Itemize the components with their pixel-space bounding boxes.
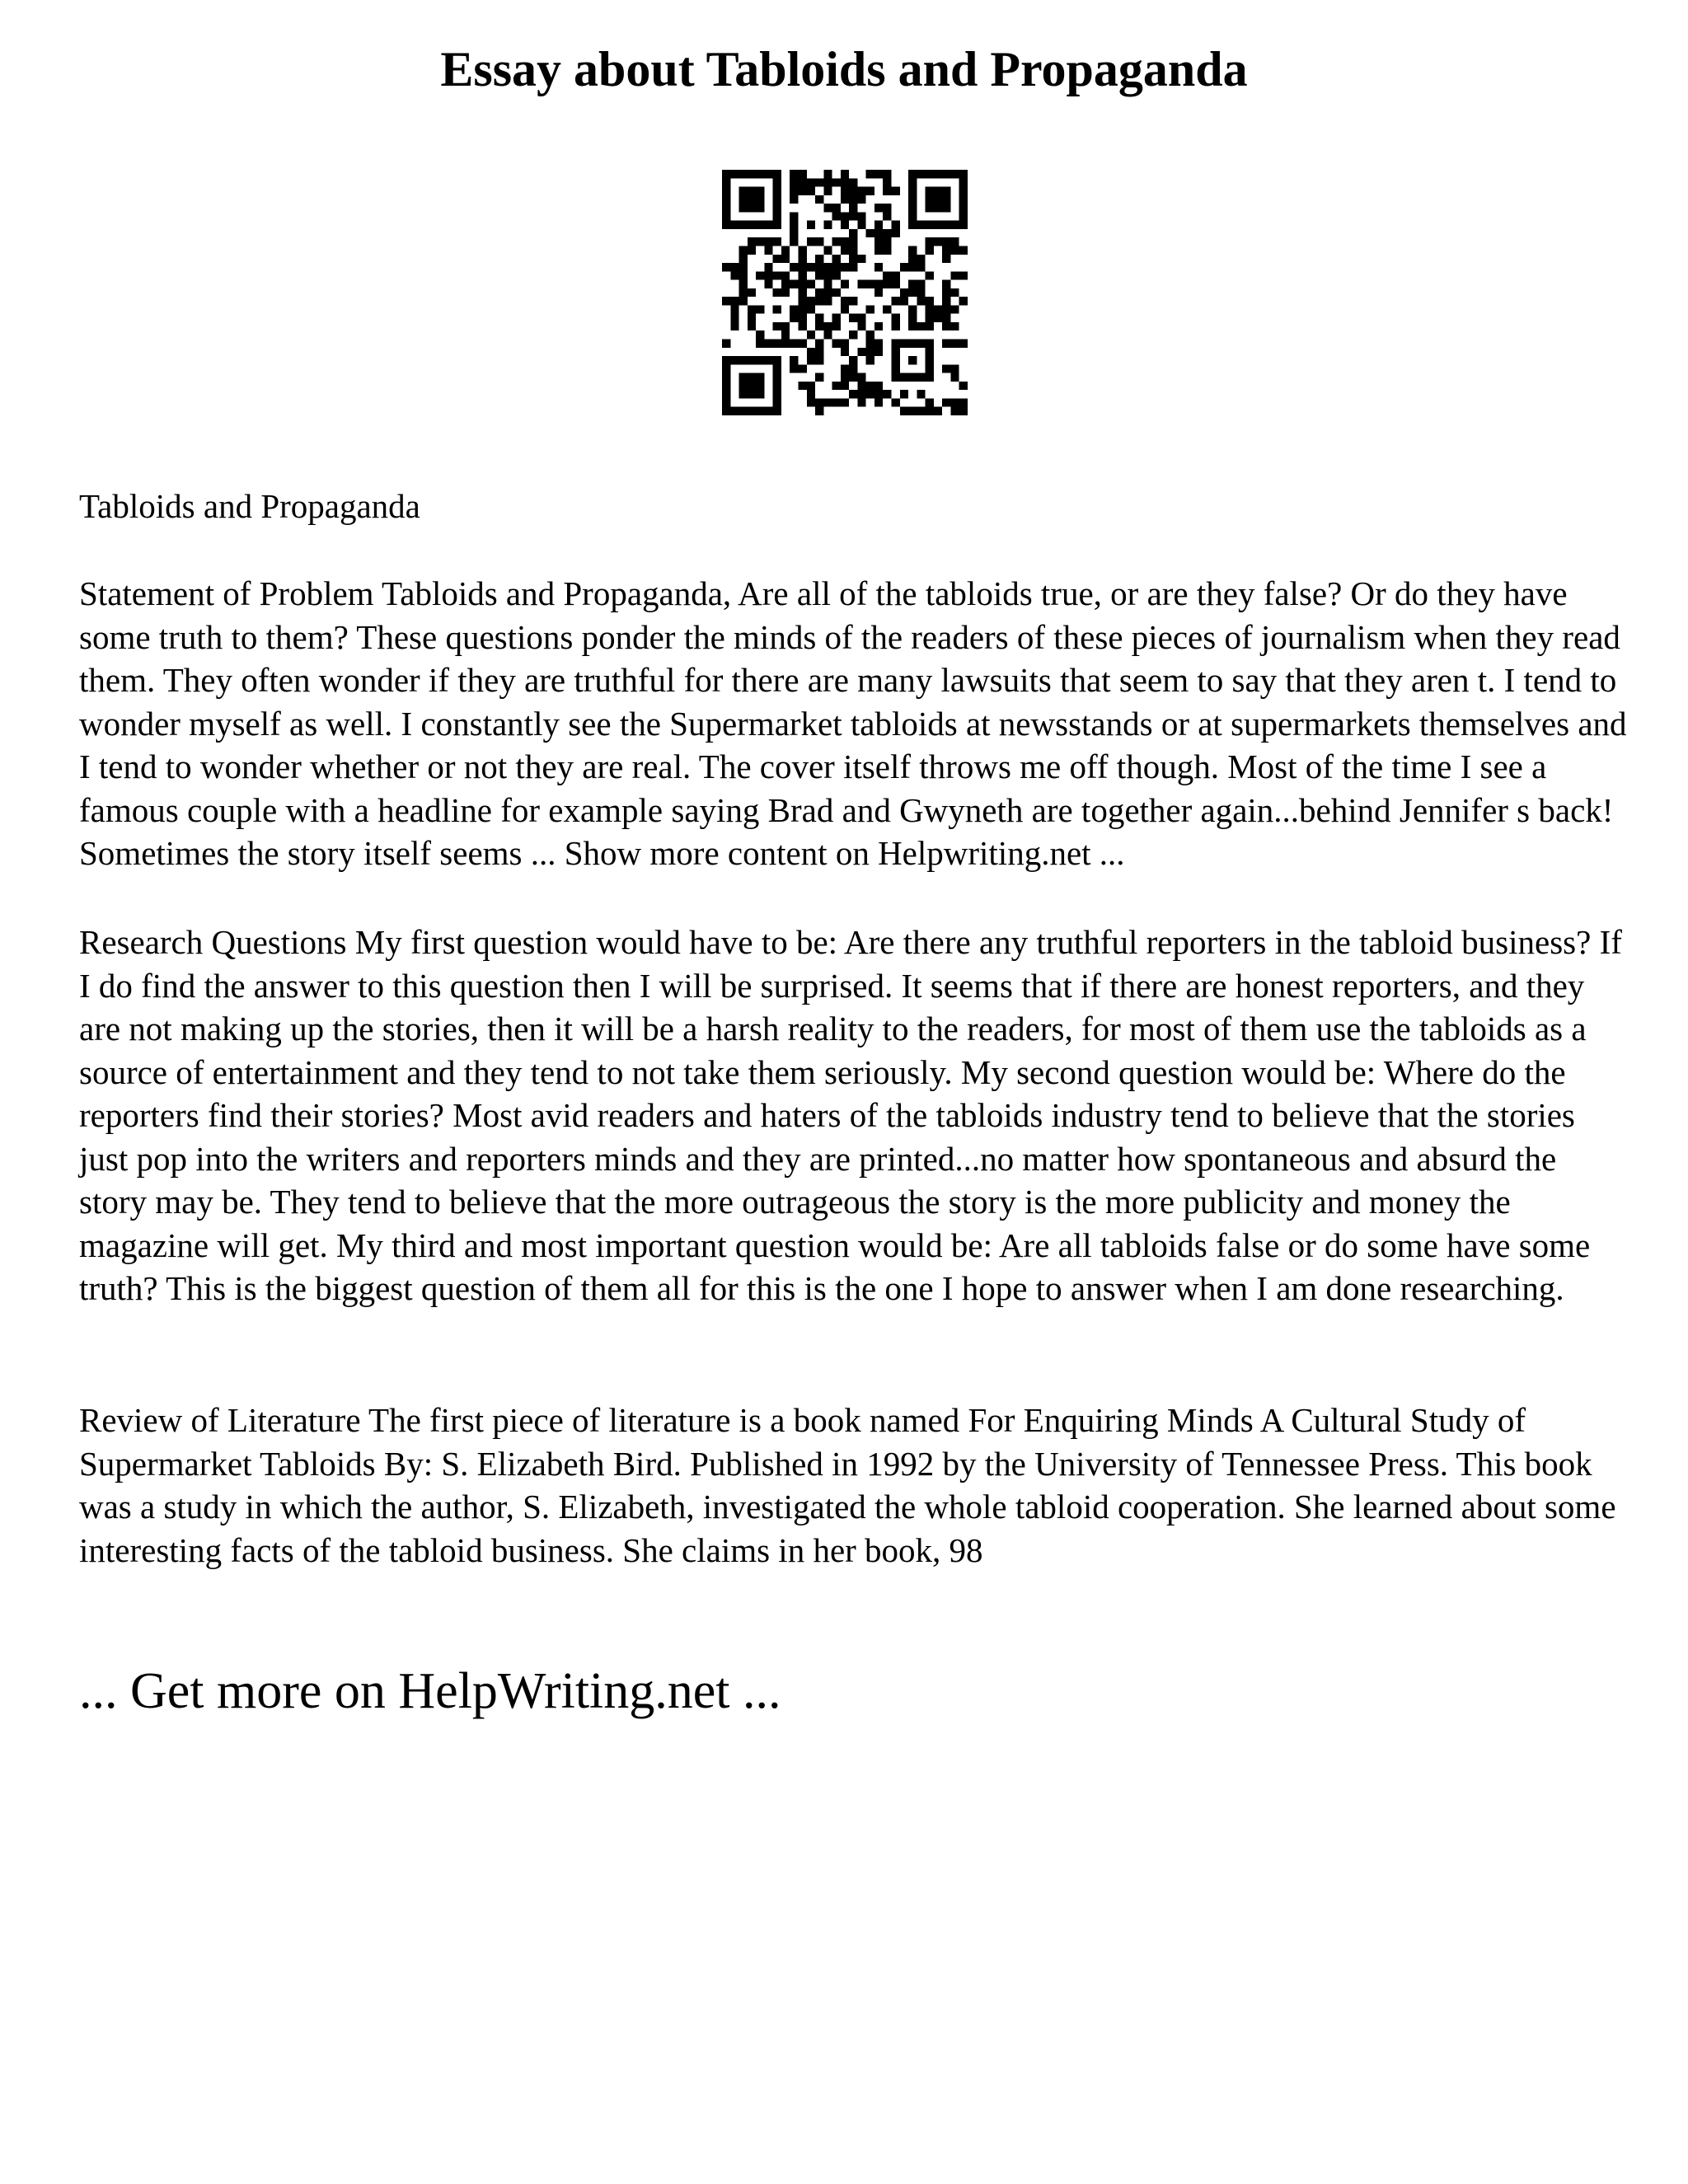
essay-subtitle: Tabloids and Propaganda	[79, 487, 420, 525]
paragraph-statement-of-problem: Statement of Problem Tabloids and Propaganda, Are all of the tabloids true, or are they false? Or do they have some truth to them? These questions ponder the minds of the readers of these pieces of journalism when they read them. They often wonder if they are truthful for there are many lawsuits that seem to say that they aren t. I tend to wonder myself as well. I constantly see the Supermarket tabloids at newsstands or at supermarkets themselves and I tend to wonder whether or not they are real. The cover itself throws me off though. Most of the time I see a famous couple with a headline for example saying Brad and Gwyneth are together again...behind Jennifer s back! Sometimes the story itself seems ... Show more content on Helpwriting.net ...	[79, 574, 1627, 872]
paragraph-review-of-literature: Review of Literature The first piece of literature is a book named For Enquiring Minds A Cultural Study of Supermarket Tabloids By: S. Elizabeth Bird. Published in 1992 by the University of Tennessee Press. This book was a study in which the author, S. Elizabeth, investigated the whole tabloid cooperation. She learned about some interesting facts of the tabloid business. She claims in her book, 98	[79, 1401, 1616, 1569]
qr-code-icon	[722, 170, 968, 415]
paragraph-research-questions: Research Questions My first question would have to be: Are there any truthful reporters in the tabloid business? If I do find the answer to this question then I will be surprised. It seems that if there are honest reporters, and they are not making up the stories, then it will be a harsh reality to the readers, for most of them use the tabloids as a source of entertainment and they tend to not take them seriously. My second question would be: Where do the reporters find their stories? Most avid readers and haters of the tabloids industry tend to believe that the stories just pop into the writers and reporters minds and they are printed...no matter how spontaneous and absurd the story may be. They tend to believe that the more outrageous the story is the more publicity and money the magazine will get. My third and most important question would be: Are all tabloids false or do some have some truth? This is the biggest question of them all for this is the one I hope to answer when I am done researching.	[79, 923, 1622, 1307]
page-title: Essay about Tabloids and Propaganda	[440, 42, 1248, 96]
get-more-link-text: ... Get more on HelpWriting.net ...	[79, 1663, 781, 1719]
